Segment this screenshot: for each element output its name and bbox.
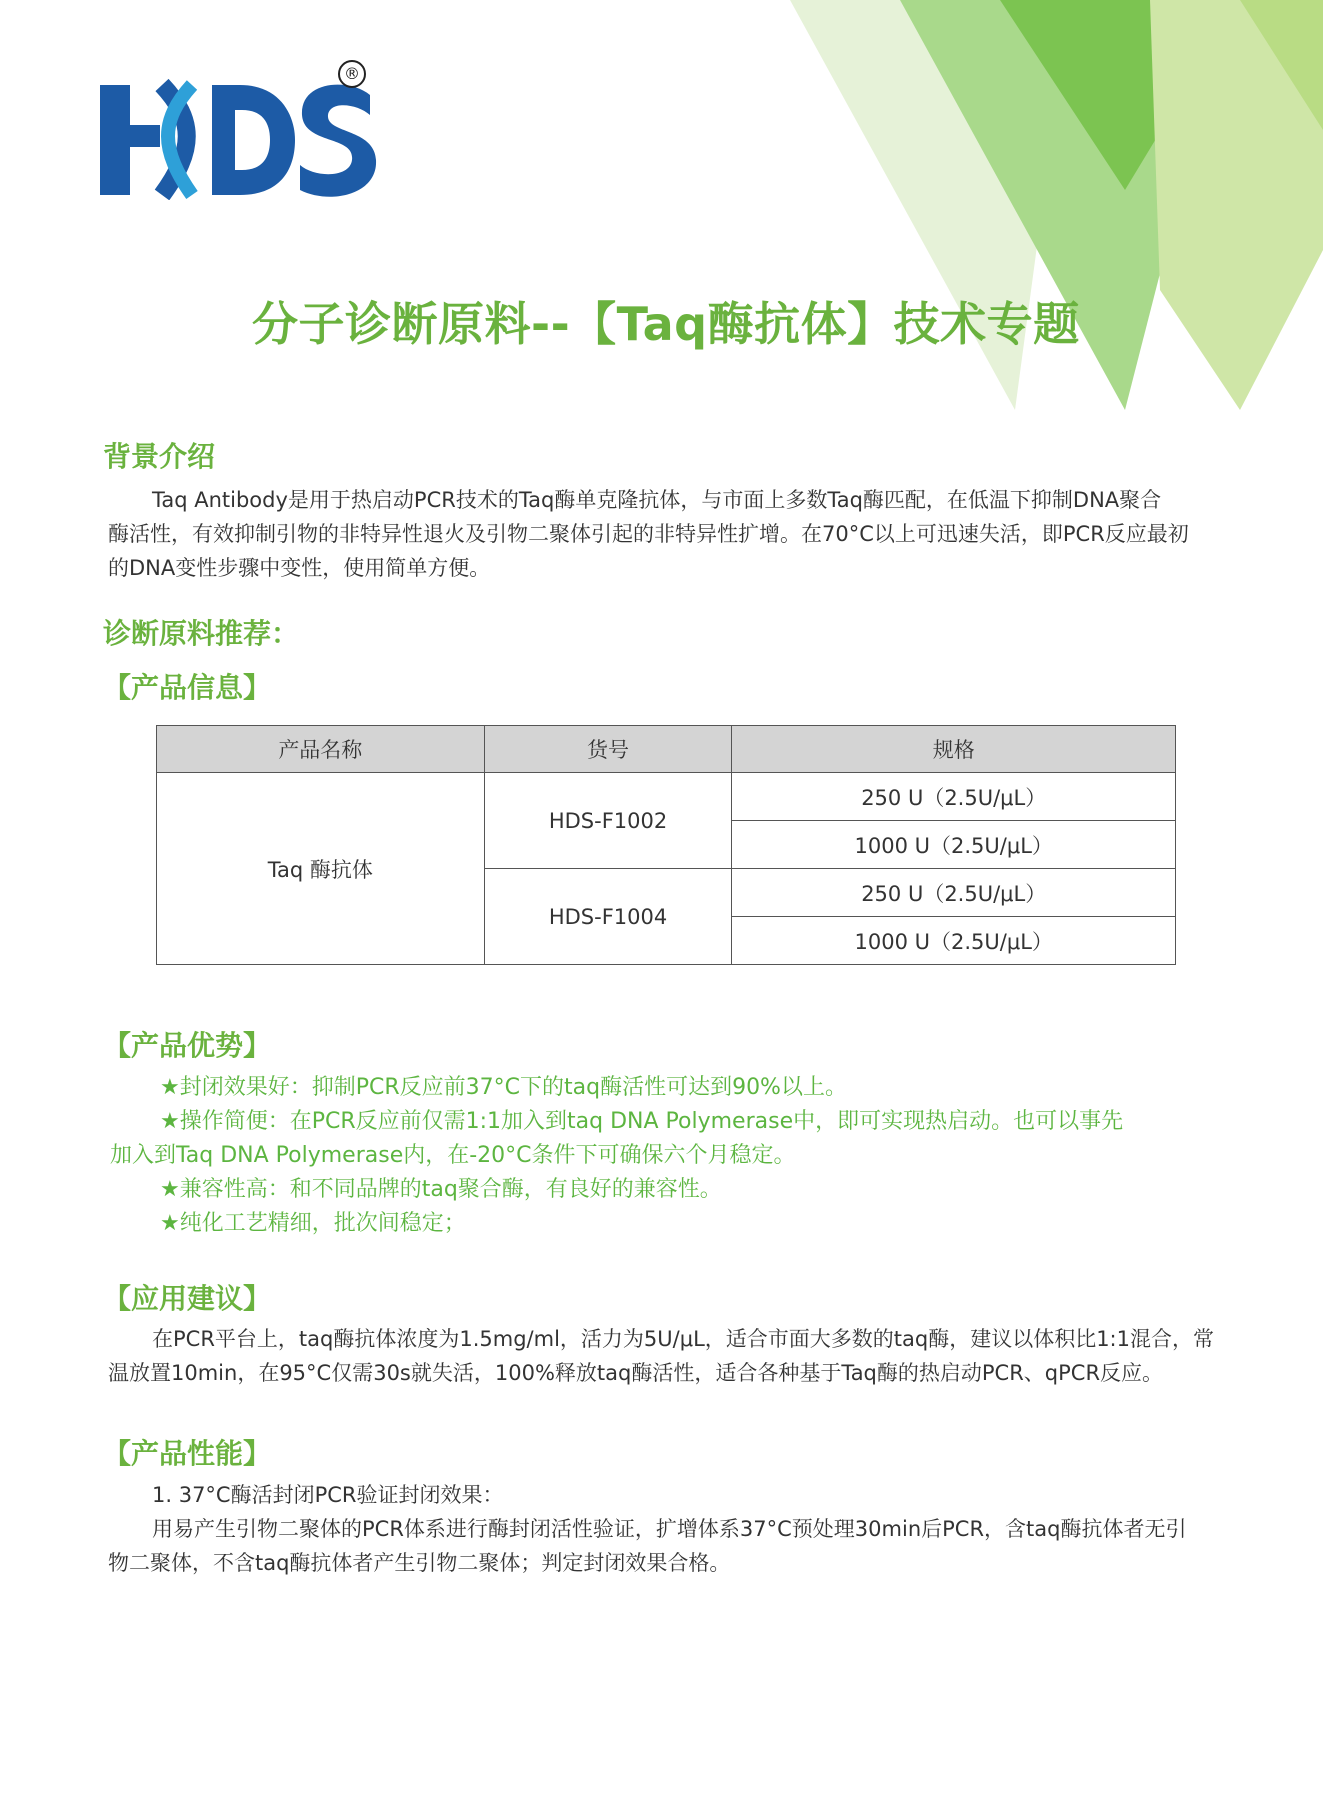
product-name-cell: Taq 酶抗体 bbox=[157, 773, 485, 965]
background-text bbox=[108, 483, 1218, 585]
application-text bbox=[108, 1322, 1218, 1390]
heading-advantages: 【产品优势】 bbox=[103, 1029, 272, 1062]
performance-line-3: 物二聚体，不含taq酶抗体者产生引物二聚体；判定封闭效果合格。 bbox=[108, 1551, 731, 1575]
sku-cell: HDS-F1004 bbox=[484, 869, 732, 965]
column-header-spec: 规格 bbox=[732, 726, 1176, 773]
sku-cell: HDS-F1002 bbox=[484, 773, 732, 869]
registered-mark: ® bbox=[338, 60, 366, 88]
background-line-2: 酶活性，有效抑制引物的非特异性退火及引物二聚体引起的非特异性扩增。在70°C以上可迅速失活，即PCR反应最初 bbox=[108, 522, 1189, 546]
performance-text bbox=[108, 1478, 1218, 1580]
advantage-item-continuation: 加入到Taq DNA Polymerase内，在-20°C条件下可确保六个月稳定。 bbox=[110, 1143, 796, 1168]
heading-background: 背景介绍 bbox=[103, 440, 216, 473]
heading-recommend: 诊断原料推荐： bbox=[103, 617, 300, 650]
spec-cell: 1000 U（2.5U/μL） bbox=[732, 821, 1176, 869]
background-line-3: 的DNA变性步骤中变性，使用简单方便。 bbox=[108, 556, 491, 580]
advantage-item: ★封闭效果好：抑制PCR反应前37°C下的taq酶活性可达到90%以上。 bbox=[160, 1075, 847, 1100]
background-line-1: Taq Antibody是用于热启动PCR技术的Taq酶单克隆抗体，与市面上多数Taq酶匹配，在低温下抑制DNA聚合 bbox=[152, 488, 1162, 512]
spec-cell: 1000 U（2.5U/μL） bbox=[732, 917, 1176, 965]
table-row bbox=[157, 773, 1176, 821]
advantage-item: ★操作简便：在PCR反应前仅需1:1加入到taq DNA Polymerase中，即可实现热启动。也可以事先 bbox=[160, 1109, 1124, 1134]
heading-application: 【应用建议】 bbox=[103, 1282, 272, 1315]
column-header-sku: 货号 bbox=[484, 726, 732, 773]
spec-cell: 250 U（2.5U/μL） bbox=[732, 869, 1176, 917]
heading-performance: 【产品性能】 bbox=[103, 1437, 272, 1470]
document-title: 分子诊断原料--【Taq酶抗体】技术专题 bbox=[252, 297, 1080, 351]
heading-product-info: 【产品信息】 bbox=[103, 671, 272, 704]
table-header-row bbox=[157, 726, 1176, 773]
performance-line-2: 用易产生引物二聚体的PCR体系进行酶封闭活性验证，扩增体系37°C预处理30min后PCR，含taq酶抗体者无引 bbox=[152, 1517, 1187, 1541]
advantage-item: ★兼容性高：和不同品牌的taq聚合酶，有良好的兼容性。 bbox=[160, 1177, 722, 1202]
hds-logo bbox=[100, 60, 380, 200]
product-table bbox=[156, 725, 1176, 965]
advantage-item: ★纯化工艺精细，批次间稳定； bbox=[160, 1211, 466, 1236]
application-line-2: 温放置10min，在95°C仅需30s就失活，100%释放taq酶活性，适合各种基于Taq酶的热启动PCR、qPCR反应。 bbox=[108, 1361, 1164, 1385]
column-header-name: 产品名称 bbox=[157, 726, 485, 773]
performance-line-1: 1. 37°C酶活封闭PCR验证封闭效果： bbox=[152, 1483, 504, 1507]
spec-cell: 250 U（2.5U/μL） bbox=[732, 773, 1176, 821]
application-line-1: 在PCR平台上，taq酶抗体浓度为1.5mg/ml，活力为5U/μL，适合市面大多数的taq酶，建议以体积比1:1混合，常 bbox=[152, 1327, 1214, 1351]
